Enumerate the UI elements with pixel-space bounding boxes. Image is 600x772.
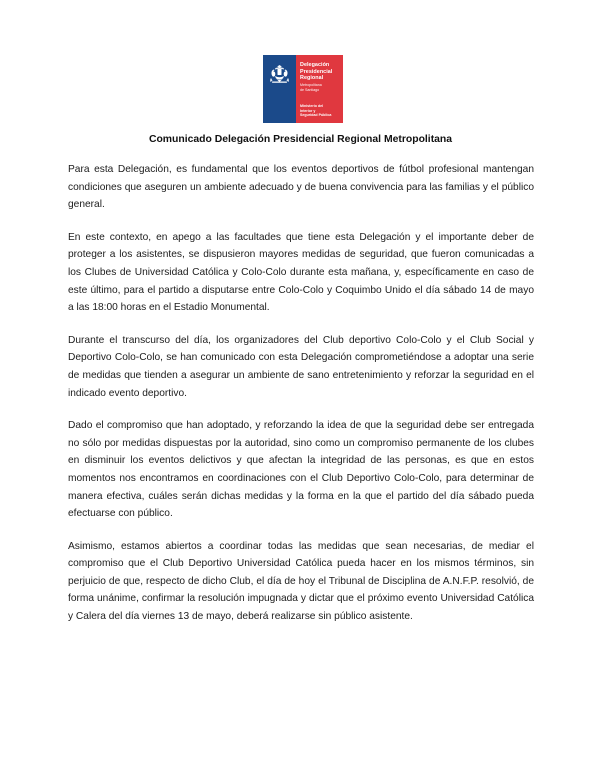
logo-subtitle-line1: Metropolitana xyxy=(300,83,322,88)
paragraph: Dado el compromiso que han adoptado, y reforzando la idea de que la seguridad debe ser entregada no sólo por medidas dispuestas por la autoridad, sino como un compromiso permanente de los clubes en disminuir los eventos delictivos y que afectan la integridad de las personas, es que en estos momentos nos encontramos en coordinaciones con el Club Deportivo Colo-Colo, para determinar de manera efectiva, cuáles serán dichas medidas y la forma en la que el partido del día sábado pueda efectuarse con público. xyxy=(68,420,534,520)
logo-subtitle-line2: de Santiago xyxy=(300,87,320,92)
paragraph: Para esta Delegación, es fundamental que los eventos deportivos de fútbol profesional mantengan condiciones que aseguren un ambiente adecuado y de buena convivencia para las familias y el público general. xyxy=(68,164,534,211)
logo-ministry-line3: Seguridad Pública xyxy=(300,113,332,118)
document-body xyxy=(68,161,534,626)
paragraph: Asimismo, estamos abiertos a coordinar todas las medidas que sean necesarias, de mediar el compromiso que el Club Deportivo Universidad Católica pueda hacer en los mismos términos, sin perjuicio de que, respecto de dicho Club, el día de hoy el Tribunal de Disciplina de A.N.F.P. resolvió, de forma unánime, confirmar la resolución impugnada y dictar que el próximo evento Universidad Católica y Calera del día viernes 13 de mayo, deberá realizarse sin público asistente. xyxy=(68,540,534,623)
logo-ministry-line1: Ministerio del xyxy=(300,104,324,109)
government-logo xyxy=(263,55,343,123)
paragraph: Durante el transcurso del día, los organizadores del Club deportivo Colo-Colo y el Club Social y Deportivo Colo-Colo, se han comunicado con esta Delegación comprometiéndose a adoptar una serie de medidas que tienden a asegurar un ambiente de sano entretenimiento y reforzar la seguridad en el indicado evento deportivo. xyxy=(68,334,534,399)
logo-title-line1: Delegación xyxy=(300,62,330,68)
logo-title-line2: Presidencial xyxy=(300,68,333,75)
chile-coat-of-arms-icon xyxy=(268,64,291,84)
logo-subtitle xyxy=(300,83,340,92)
paragraph: En este contexto, en apego a las facultades que tiene esta Delegación y el importante deber de proteger a los asistentes, se dispusieron mayores medidas de seguridad, que fueron comunicadas a los Clubes de Universidad Católica y Colo-Colo durante esta mañana, y, específicamente en caso de este último, para el partido a disputarse entre Colo-Colo y Coquimbo Unido el día sábado 14 de mayo a las 18:00 horas en el Estadio Monumental. xyxy=(68,231,534,314)
logo-ministry xyxy=(300,104,331,118)
logo-red-panel xyxy=(296,55,343,123)
logo-ministry-line2: Interior y xyxy=(300,108,316,113)
page-title: Comunicado Delegación Presidencial Regional Metropolitana xyxy=(148,134,453,145)
logo-title xyxy=(300,62,340,82)
logo-blue-panel xyxy=(263,55,296,123)
logo-title-line3: Regional xyxy=(300,75,324,82)
